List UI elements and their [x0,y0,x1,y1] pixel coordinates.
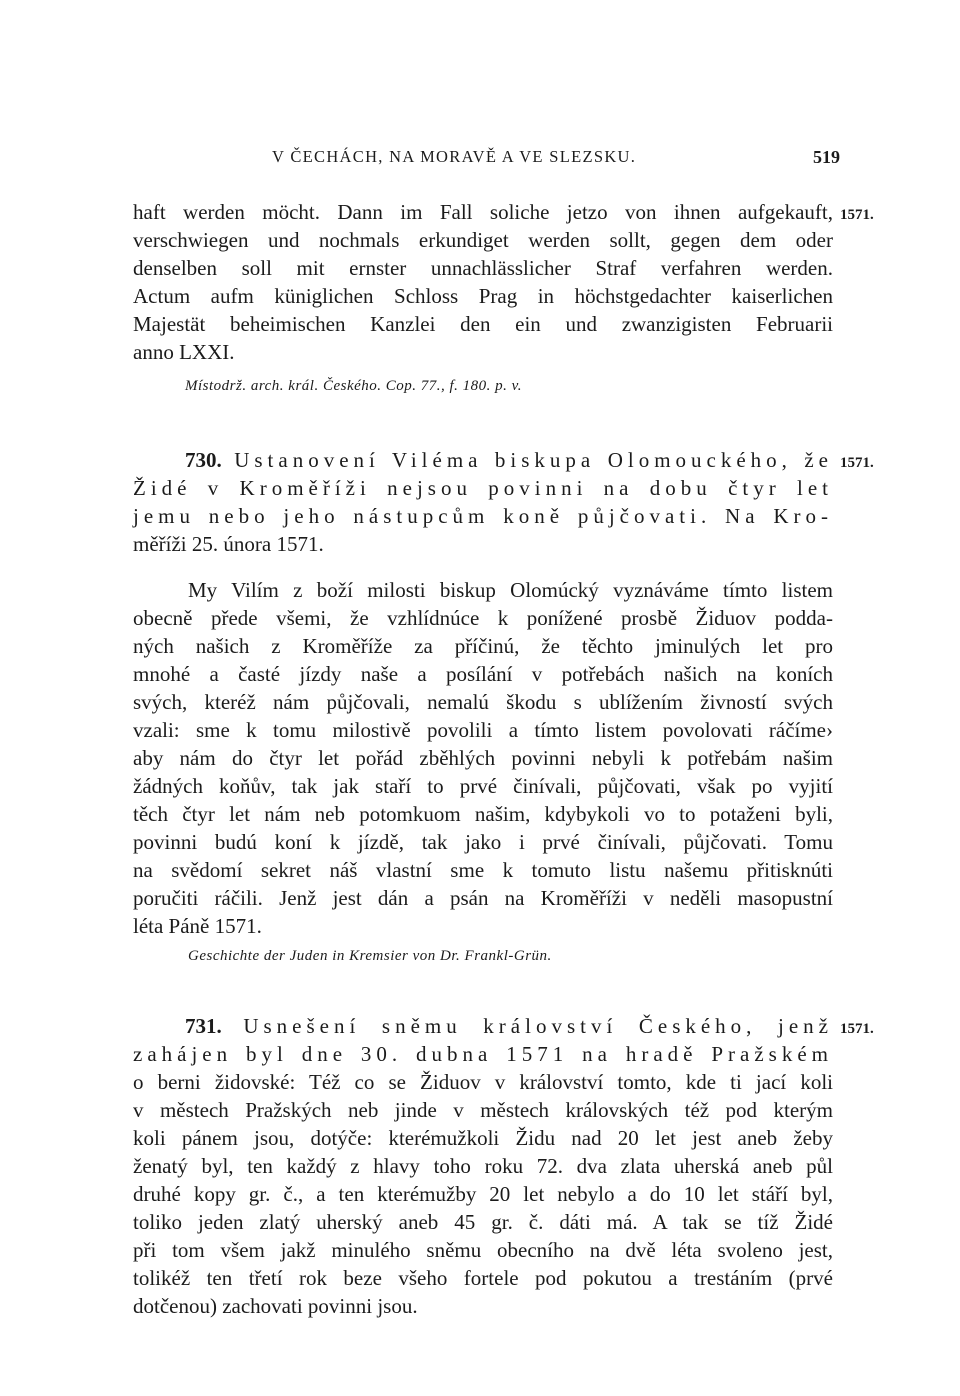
text-line: koli pánem jsou, dotýče: kterémužkoli Židu nad 20 let jest aneb žeby [133,1126,833,1150]
heading-line: Židé v Kroměříži nejsou povinni na dobu čtyr let [133,476,833,500]
page-number: 519 [813,147,840,167]
heading-line: Ustanovení Viléma biskupa Olomouckého, že [234,448,834,472]
entry-730-body [133,576,833,940]
continuation-paragraph [133,198,833,366]
text-line: ženatý byl, ten každý z hlavy toho roku 72. dva zlata uherská aneb půl [133,1154,833,1178]
text-line: My Vilím z boží milosti biskup Olomúcký vyznáváme tímto listem [188,578,833,602]
text-line: dotčenou) zachovati povinni jsou. [133,1294,418,1318]
text-line: druhé kopy gr. č., a ten kterémužby 20 let nebylo a do 10 let stáří byl, [133,1182,833,1206]
entry-731 [133,1012,833,1320]
text-line: obecně přede všemi, že vzhlídnúce k ponížené prosbě Židuov podda- [133,606,833,630]
text-line: žádných koňův, tak jak staří to prvé činívali, půjčovati, však po vyjití [133,774,833,798]
text-line: na svědomí sekret náš vlastní sme k tomuto listu našemu přitisknúti [133,858,833,882]
text-line: poručiti ráčili. Jenž jest dán a psán na Kroměříži v neděli masopustní [133,886,833,910]
text-line: ných našich z Kroměříže za příčinú, že těchto jminulých let pro [133,634,833,658]
text-line: svých, kteréž nám půjčovali, nemalú škodu s ublížením živností svých [133,690,833,714]
heading-line: Usnešení sněmu království Českého, jenž [243,1014,833,1038]
text-line: mnohé a časté jízdy naše a posílání v potřebách našich na koních [133,662,833,686]
heading-line: měříži 25. února 1571. [133,532,324,556]
text-line: anno LXXI. [133,340,235,364]
running-title: V ČECHÁCH, NA MORAVĚ A VE SLEZSKU. [272,147,637,166]
entry-number: 730. [185,448,222,472]
text-line: aby nám do čtyr let pořád zběhlých povinni nebyli k potřebám našim [133,746,833,770]
heading-line: jemu nebo jeho nástupcům koně půjčovati. Na Kro- [133,504,833,528]
text-line: těch čtyr let nám neb potomkuom našim, kdybykoli vo to potaženi byli, [133,802,833,826]
text-line: Actum aufm küniglichen Schloss Prag in höchstgedachter kaiserlichen [133,284,833,308]
text-line: Majestät beheimischen Kanzlei den ein und zwanzigisten Februarii [133,312,833,336]
text-line: povinni budú koní k jízdě, tak jako i prvé činívali, půjčovati. Tomu [133,830,833,854]
text-line: vzali: sme k tomu milostivě povolili a tímto listem povolovati ráčíme› [133,718,833,742]
text-line: tolikéž ten třetí rok beze všeho fortele pod pokutou a trestáním (prvé [133,1266,833,1290]
source-citation: Místodrž. arch. král. Českého. Cop. 77., f. 180. p. v. [185,378,522,394]
text-line: při tom všem jakž minulého sněmu obecního na dvě léta svoleno jest, [133,1238,833,1262]
entry-number: 731. [185,1014,222,1038]
text-line: v městech Pražských neb jinde v městech královských též pod kterým [133,1098,833,1122]
text-line: toliko jeden zlatý uherský aneb 45 gr. č. dáti má. A tak se tíž Židé [133,1210,833,1234]
text-line: verschwiegen und nochmals erkundiget werden sollt, gegen dem oder [133,228,833,252]
margin-year: 1571. [840,455,874,471]
margin-year: 1571. [840,1021,874,1037]
text-line: denselben soll mit ernster unnachlässlicher Straf verfahren werden. [133,256,833,280]
text-line: haft werden möcht. Dann im Fall soliche jetzo von ihnen aufgekauft, [133,200,833,224]
text-line: léta Páně 1571. [133,914,262,938]
source-citation: Geschichte der Juden in Kremsier von Dr. Frankl-Grün. [188,948,552,964]
heading-line: zahájen byl dne 30. dubna 1571 na hradě Pražském [133,1042,833,1066]
margin-year: 1571. [840,207,874,223]
entry-730-heading [133,446,833,558]
text-line: o berni židovské: Též co se Židuov v království tomto, kde ti jací koli [133,1070,833,1094]
